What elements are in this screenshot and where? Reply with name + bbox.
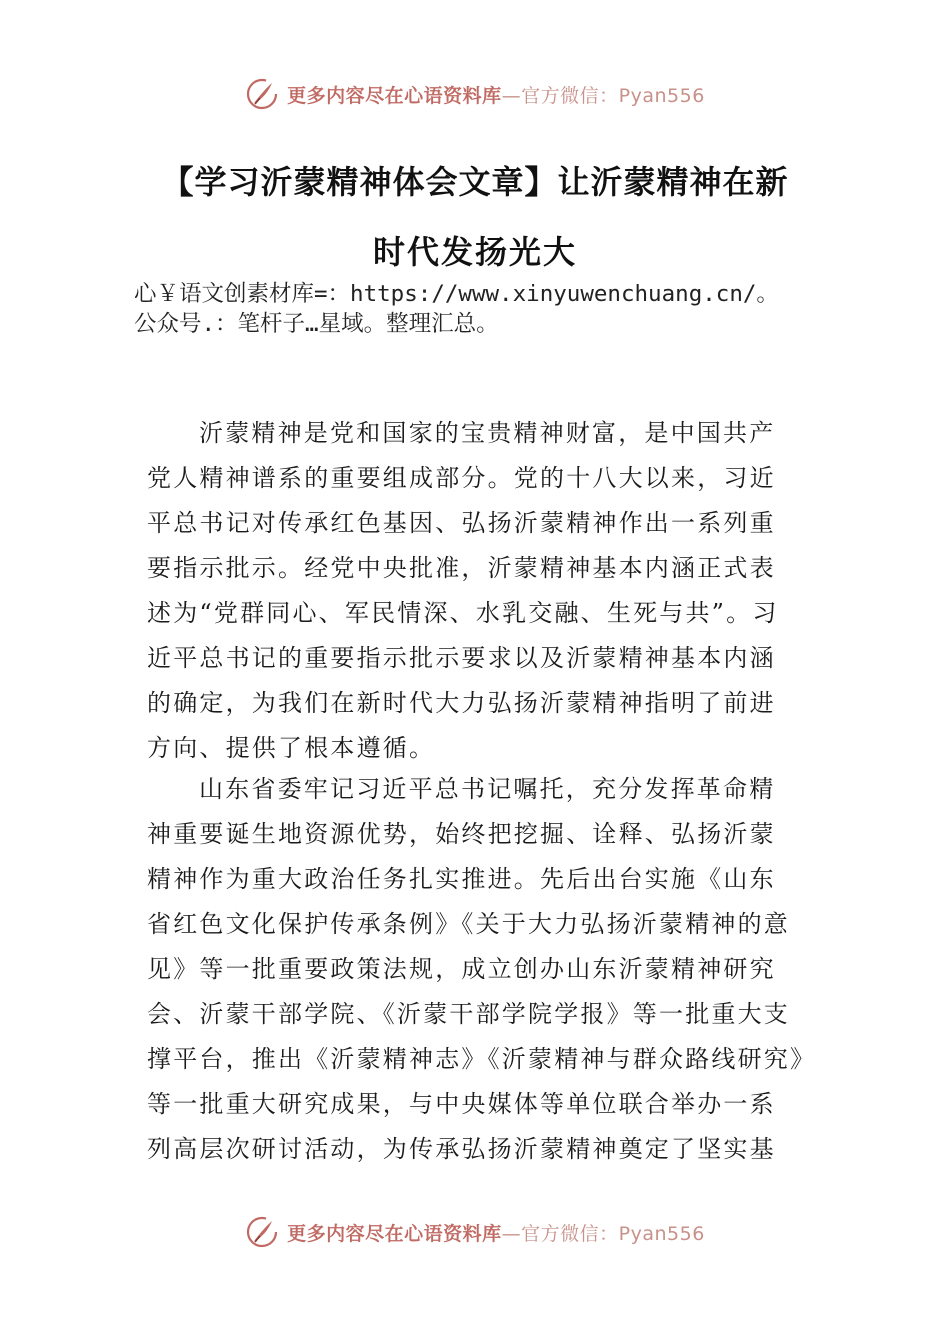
banner-suffix: —官方微信：Pyan556 xyxy=(501,1222,705,1245)
banner-prefix: 更多内容尽在心语资料库 xyxy=(287,1222,502,1245)
header-banner xyxy=(0,74,950,114)
paragraph-line: 述为“党群同心、军民情深、水乳交融、生死与共”。习 xyxy=(147,599,779,627)
paragraph-line: 精神作为重大政治任务扎实推进。先后出台实施《山东 xyxy=(147,865,776,893)
paragraph-line: 平总书记对传承红色基因、弘扬沂蒙精神作出一系列重 xyxy=(147,509,776,537)
paragraph-line: 神重要诞生地资源优势，始终把挖掘、诠释、弘扬沂蒙 xyxy=(147,820,776,848)
source-line-1: 心￥语文创素材库=：https://www.xinyuwenchuang.cn/。 xyxy=(134,281,779,307)
paragraph-line: 撑平台，推出《沂蒙精神志》《沂蒙精神与群众路线研究》 xyxy=(147,1045,817,1073)
quill-seal-icon xyxy=(245,1215,279,1249)
paragraph-line: 近平总书记的重要指示批示要求以及沂蒙精神基本内涵 xyxy=(147,644,776,672)
page-title-line-2: 时代发扬光大 xyxy=(372,233,577,271)
source-line-2: 公众号.：笔杆子…星域。整理汇总。 xyxy=(134,311,499,337)
paragraph-line: 会、沂蒙干部学院、《沂蒙干部学院学报》等一批重大支 xyxy=(147,1000,790,1028)
paragraph-line: 山东省委牢记习近平总书记嘱托，充分发挥革命精 xyxy=(199,775,776,803)
banner-prefix: 更多内容尽在心语资料库 xyxy=(287,84,502,107)
paragraph-line: 见》等一批重要政策法规，成立创办山东沂蒙精神研究 xyxy=(147,955,776,983)
paragraph-1 xyxy=(147,411,817,771)
banner-text xyxy=(287,1219,705,1246)
paragraph-line: 列高层次研讨活动，为传承弘扬沂蒙精神奠定了坚实基 xyxy=(147,1135,776,1163)
quill-seal-icon xyxy=(245,77,279,111)
paragraph-line: 方向、提供了根本遵循。 xyxy=(147,734,436,762)
banner-text xyxy=(287,81,705,108)
paragraph-line: 省红色文化保护传承条例》《关于大力弘扬沂蒙精神的意 xyxy=(147,910,790,938)
paragraph-line: 的确定，为我们在新时代大力弘扬沂蒙精神指明了前进 xyxy=(147,689,776,717)
banner-suffix: —官方微信：Pyan556 xyxy=(501,84,705,107)
paragraph-2 xyxy=(147,767,817,1172)
footer-banner xyxy=(0,1212,950,1252)
paragraph-line: 要指示批示。经党中央批准，沂蒙精神基本内涵正式表 xyxy=(147,554,776,582)
paragraph-line: 等一批重大研究成果，与中央媒体等单位联合举办一系 xyxy=(147,1090,776,1118)
page-title-line-1: 【学习沂蒙精神体会文章】让沂蒙精神在新 xyxy=(161,163,789,201)
paragraph-line: 党人精神谱系的重要组成部分。党的十八大以来，习近 xyxy=(147,464,776,492)
paragraph-line: 沂蒙精神是党和国家的宝贵精神财富，是中国共产 xyxy=(199,419,776,447)
